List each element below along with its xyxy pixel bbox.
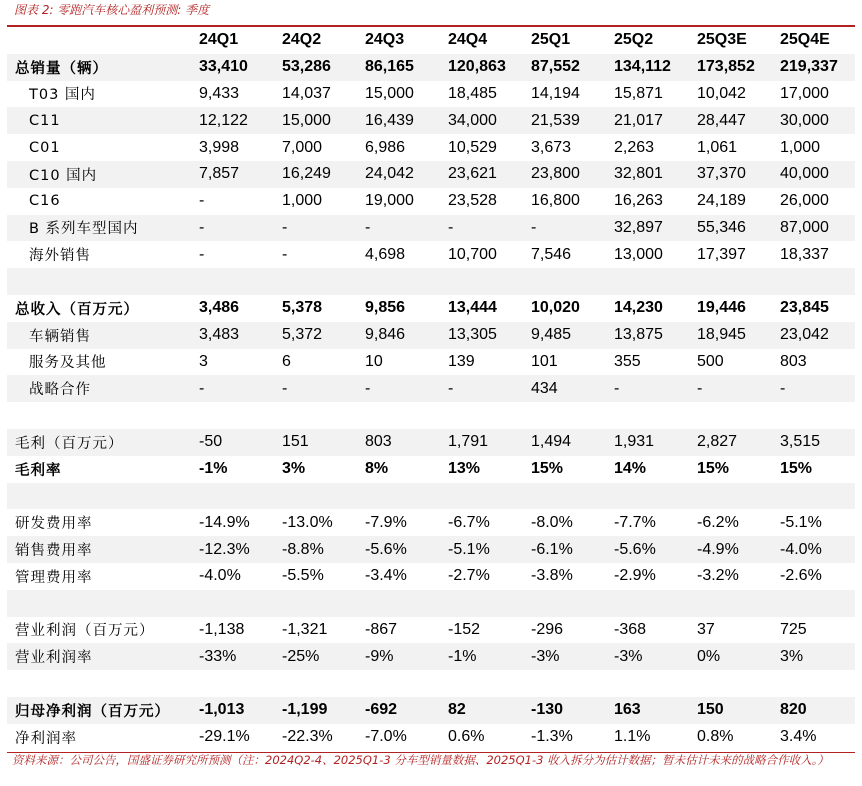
value-cell: -8.8% bbox=[274, 536, 357, 563]
value-cell: 151 bbox=[274, 429, 357, 456]
value-cell bbox=[357, 590, 440, 617]
table-row bbox=[7, 590, 855, 617]
value-cell bbox=[689, 670, 772, 697]
value-cell: -22.3% bbox=[282, 728, 333, 746]
value-cell: 23,042 bbox=[772, 322, 855, 349]
value-cell: -6.7% bbox=[448, 513, 490, 531]
value-cell: 5,378 bbox=[282, 299, 323, 317]
value-cell: 23,845 bbox=[780, 299, 829, 317]
value-cell: 6,986 bbox=[365, 138, 406, 156]
value-cell bbox=[274, 483, 357, 510]
value-cell bbox=[191, 590, 274, 617]
value-cell: 15% bbox=[780, 460, 813, 478]
value-cell: 16,800 bbox=[531, 192, 580, 210]
row-label: 总收入（百万元） bbox=[15, 301, 139, 318]
value-cell: -7.0% bbox=[365, 728, 407, 746]
value-cell bbox=[191, 268, 274, 295]
value-cell: -4.0% bbox=[199, 567, 241, 585]
value-cell: -2.7% bbox=[448, 567, 490, 585]
value-cell: 1,931 bbox=[606, 429, 689, 456]
value-cell bbox=[357, 402, 440, 429]
table-row bbox=[7, 81, 855, 108]
value-cell bbox=[772, 483, 855, 510]
table-row bbox=[7, 375, 855, 402]
value-cell bbox=[523, 483, 606, 510]
value-cell: 30,000 bbox=[772, 107, 855, 134]
value-cell: 28,447 bbox=[689, 107, 772, 134]
row-label: T03 国内 bbox=[29, 87, 96, 104]
value-cell: 40,000 bbox=[772, 161, 855, 188]
value-cell bbox=[440, 268, 523, 295]
value-cell: -692 bbox=[357, 697, 440, 724]
value-cell: 24,042 bbox=[357, 161, 440, 188]
value-cell: - bbox=[440, 215, 523, 242]
value-cell: 19,446 bbox=[697, 299, 746, 317]
table-row bbox=[7, 509, 855, 536]
value-cell: 3,673 bbox=[531, 138, 572, 156]
value-cell: -12.3% bbox=[191, 536, 274, 563]
value-cell: 3% bbox=[282, 460, 306, 478]
value-cell bbox=[274, 590, 357, 617]
value-cell: 120,863 bbox=[440, 54, 523, 81]
value-cell: - bbox=[523, 215, 606, 242]
value-cell: 1,494 bbox=[523, 429, 606, 456]
value-cell: 3,998 bbox=[199, 138, 240, 156]
value-cell bbox=[523, 590, 606, 617]
value-cell bbox=[523, 402, 606, 429]
value-cell bbox=[606, 268, 689, 295]
row-label: 研发费用率 bbox=[15, 516, 93, 533]
row-label: 毛利（百万元） bbox=[7, 429, 191, 456]
header-row bbox=[7, 27, 855, 54]
value-cell: 17,397 bbox=[697, 245, 746, 263]
value-cell: 500 bbox=[697, 352, 724, 370]
value-cell bbox=[357, 268, 440, 295]
header-cell: 24Q1 bbox=[199, 31, 239, 49]
row-label bbox=[7, 402, 191, 429]
value-cell: 7,000 bbox=[282, 138, 323, 156]
value-cell: 10,529 bbox=[448, 138, 497, 156]
value-cell bbox=[440, 590, 523, 617]
value-cell: -130 bbox=[523, 697, 606, 724]
value-cell: 6 bbox=[282, 352, 291, 370]
value-cell: 15% bbox=[697, 460, 730, 478]
value-cell: -1,199 bbox=[274, 697, 357, 724]
value-cell: 34,000 bbox=[440, 107, 523, 134]
header-cell: 24Q2 bbox=[282, 31, 322, 49]
row-label: 归母净利润（百万元） bbox=[7, 697, 191, 724]
row-label: C10 国内 bbox=[7, 161, 191, 188]
value-cell: -6.2% bbox=[697, 513, 739, 531]
value-cell: -867 bbox=[365, 620, 398, 638]
value-cell bbox=[689, 590, 772, 617]
row-label: 战略合作 bbox=[7, 375, 191, 402]
value-cell: -5.6% bbox=[606, 536, 689, 563]
value-cell: -3.2% bbox=[697, 567, 739, 585]
row-label: C11 bbox=[7, 107, 191, 134]
value-cell: 1,061 bbox=[697, 138, 738, 156]
row-label: 海外销售 bbox=[29, 248, 91, 265]
value-cell: 355 bbox=[614, 352, 641, 370]
value-cell: 219,337 bbox=[772, 54, 855, 81]
value-cell: -1% bbox=[199, 460, 228, 478]
value-cell: 1,791 bbox=[440, 429, 523, 456]
row-label: 营业利润率 bbox=[7, 643, 191, 670]
value-cell bbox=[689, 402, 772, 429]
value-cell: 101 bbox=[531, 352, 558, 370]
value-cell: 87,552 bbox=[523, 54, 606, 81]
table-row bbox=[7, 134, 855, 161]
value-cell: -7.9% bbox=[365, 513, 407, 531]
header-cell: 24Q4 bbox=[448, 31, 488, 49]
header-cell bbox=[7, 27, 191, 54]
value-cell: 1.1% bbox=[614, 728, 651, 746]
value-cell: 3% bbox=[772, 643, 855, 670]
row-label bbox=[7, 670, 191, 697]
value-cell: 23,800 bbox=[523, 161, 606, 188]
value-cell: 9,856 bbox=[365, 299, 406, 317]
row-label: 净利润率 bbox=[15, 730, 77, 747]
value-cell: 18,485 bbox=[448, 84, 497, 102]
row-label: 营业利润（百万元） bbox=[15, 623, 155, 640]
value-cell: 7,546 bbox=[531, 245, 572, 263]
value-cell: 21,539 bbox=[523, 107, 606, 134]
value-cell: 16,249 bbox=[274, 161, 357, 188]
table-row bbox=[7, 402, 855, 429]
value-cell: -8.0% bbox=[531, 513, 573, 531]
table-row bbox=[7, 563, 855, 590]
value-cell: -368 bbox=[614, 620, 647, 638]
value-cell: 9,485 bbox=[523, 322, 606, 349]
value-cell: 0.8% bbox=[697, 728, 734, 746]
value-cell bbox=[772, 670, 855, 697]
value-cell: -4.0% bbox=[772, 536, 855, 563]
value-cell: 14,037 bbox=[282, 84, 331, 102]
row-label: 车辆销售 bbox=[7, 322, 191, 349]
value-cell bbox=[357, 670, 440, 697]
value-cell: -2.9% bbox=[614, 567, 656, 585]
row-label: C01 bbox=[29, 139, 61, 156]
value-cell: -3% bbox=[523, 643, 606, 670]
value-cell: 163 bbox=[606, 697, 689, 724]
value-cell: 3,515 bbox=[772, 429, 855, 456]
table-row bbox=[7, 295, 855, 322]
table-row bbox=[7, 724, 855, 751]
table-row bbox=[7, 107, 855, 134]
value-cell: 803 bbox=[780, 352, 807, 370]
row-label: 总销量（辆） bbox=[7, 54, 191, 81]
value-cell: 3,483 bbox=[191, 322, 274, 349]
value-cell: 15,871 bbox=[614, 84, 663, 102]
value-cell: 16,263 bbox=[614, 192, 663, 210]
table-row bbox=[7, 268, 855, 295]
row-label bbox=[7, 268, 191, 295]
value-cell: 87,000 bbox=[772, 215, 855, 242]
value-cell: 13% bbox=[448, 460, 481, 478]
header-cell: 24Q3 bbox=[365, 31, 405, 49]
value-cell: -33% bbox=[191, 643, 274, 670]
value-cell: 86,165 bbox=[357, 54, 440, 81]
value-cell: - bbox=[606, 375, 689, 402]
value-cell: - bbox=[199, 245, 205, 263]
value-cell: -4.9% bbox=[689, 536, 772, 563]
value-cell: 3 bbox=[199, 352, 208, 370]
value-cell: - bbox=[689, 375, 772, 402]
value-cell: -3.8% bbox=[531, 567, 573, 585]
value-cell: 173,852 bbox=[689, 54, 772, 81]
value-cell: 7,857 bbox=[191, 161, 274, 188]
value-cell: - bbox=[772, 375, 855, 402]
value-cell: -3.4% bbox=[365, 567, 407, 585]
value-cell: 15,000 bbox=[365, 84, 414, 102]
value-cell: -7.7% bbox=[614, 513, 656, 531]
value-cell: 0.6% bbox=[448, 728, 485, 746]
value-cell: 15% bbox=[531, 460, 564, 478]
table-row bbox=[7, 483, 855, 510]
value-cell: 32,801 bbox=[606, 161, 689, 188]
header-cell: 25Q4E bbox=[780, 31, 830, 49]
table-row bbox=[7, 536, 855, 563]
value-cell: 10 bbox=[365, 352, 383, 370]
value-cell: 18,945 bbox=[689, 322, 772, 349]
value-cell bbox=[772, 268, 855, 295]
table-row bbox=[7, 161, 855, 188]
value-cell bbox=[274, 670, 357, 697]
value-cell: - bbox=[440, 375, 523, 402]
value-cell: 13,000 bbox=[614, 245, 663, 263]
value-cell: 1,000 bbox=[282, 192, 323, 210]
value-cell bbox=[357, 483, 440, 510]
value-cell: 23,621 bbox=[440, 161, 523, 188]
value-cell bbox=[274, 402, 357, 429]
value-cell: 4,698 bbox=[365, 245, 406, 263]
value-cell bbox=[191, 670, 274, 697]
value-cell bbox=[191, 402, 274, 429]
value-cell: 139 bbox=[448, 352, 475, 370]
value-cell: 13,305 bbox=[440, 322, 523, 349]
value-cell: -5.1% bbox=[440, 536, 523, 563]
value-cell bbox=[523, 268, 606, 295]
value-cell: -5.6% bbox=[357, 536, 440, 563]
value-cell: -1,321 bbox=[282, 620, 328, 638]
value-cell bbox=[606, 402, 689, 429]
table-row bbox=[7, 697, 855, 724]
table-row bbox=[7, 54, 855, 81]
value-cell: - bbox=[191, 215, 274, 242]
value-cell: -25% bbox=[274, 643, 357, 670]
header-cell: 25Q3E bbox=[697, 31, 747, 49]
value-cell: - bbox=[191, 375, 274, 402]
value-cell: 37,370 bbox=[689, 161, 772, 188]
value-cell: -6.1% bbox=[523, 536, 606, 563]
table-row bbox=[7, 643, 855, 670]
value-cell bbox=[606, 670, 689, 697]
value-cell: 13,875 bbox=[606, 322, 689, 349]
value-cell: -5.1% bbox=[780, 513, 822, 531]
value-cell: - bbox=[357, 215, 440, 242]
header-cell: 25Q2 bbox=[614, 31, 654, 49]
row-label: 管理费用率 bbox=[15, 569, 93, 586]
value-cell: -5.5% bbox=[282, 567, 324, 585]
value-cell: -9% bbox=[357, 643, 440, 670]
value-cell: 10,700 bbox=[448, 245, 497, 263]
value-cell: 2,263 bbox=[614, 138, 655, 156]
value-cell: 14,194 bbox=[531, 84, 580, 102]
table-row bbox=[7, 215, 855, 242]
value-cell bbox=[523, 670, 606, 697]
value-cell: 803 bbox=[357, 429, 440, 456]
value-cell: 8% bbox=[365, 460, 389, 478]
table-row bbox=[7, 241, 855, 268]
value-cell: -2.6% bbox=[780, 567, 822, 585]
value-cell: 725 bbox=[780, 620, 807, 638]
table-row bbox=[7, 429, 855, 456]
value-cell bbox=[274, 268, 357, 295]
value-cell: 17,000 bbox=[780, 84, 829, 102]
row-label: 销售费用率 bbox=[7, 536, 191, 563]
row-label bbox=[7, 483, 191, 510]
value-cell: -296 bbox=[531, 620, 564, 638]
value-cell: 24,189 bbox=[697, 192, 746, 210]
value-cell: -14.9% bbox=[199, 513, 250, 531]
value-cell: 0% bbox=[689, 643, 772, 670]
row-label: 服务及其他 bbox=[29, 355, 107, 372]
value-cell: 10,020 bbox=[531, 299, 580, 317]
value-cell: 18,337 bbox=[780, 245, 829, 263]
value-cell: 12,122 bbox=[191, 107, 274, 134]
value-cell: -152 bbox=[448, 620, 481, 638]
value-cell: 16,439 bbox=[357, 107, 440, 134]
value-cell bbox=[689, 268, 772, 295]
forecast-table bbox=[7, 27, 855, 751]
value-cell: 3,486 bbox=[199, 299, 240, 317]
table-row bbox=[7, 322, 855, 349]
value-cell: -1.3% bbox=[531, 728, 573, 746]
value-cell: -1% bbox=[440, 643, 523, 670]
value-cell: 9,846 bbox=[357, 322, 440, 349]
value-cell: 26,000 bbox=[780, 192, 829, 210]
source-note: 资料来源：公司公告，国盛证券研究所预测（注：2024Q2-4、2025Q1-3 分车型销量数据、2025Q1-3 收入拆分为估计数据；暂未估计未来的战略合作收入。） bbox=[12, 753, 829, 767]
value-cell: 10,042 bbox=[697, 84, 746, 102]
header-cell: 25Q1 bbox=[531, 31, 571, 49]
value-cell: 19,000 bbox=[365, 192, 414, 210]
value-cell: 37 bbox=[697, 620, 715, 638]
value-cell: 55,346 bbox=[689, 215, 772, 242]
row-label: C16 bbox=[29, 193, 61, 210]
value-cell: - bbox=[274, 375, 357, 402]
value-cell: 820 bbox=[772, 697, 855, 724]
value-cell bbox=[440, 402, 523, 429]
table-row bbox=[7, 349, 855, 376]
value-cell: 82 bbox=[440, 697, 523, 724]
value-cell: 53,286 bbox=[274, 54, 357, 81]
value-cell bbox=[689, 483, 772, 510]
value-cell: 21,017 bbox=[606, 107, 689, 134]
value-cell: 1,000 bbox=[780, 138, 821, 156]
table-row bbox=[7, 456, 855, 483]
value-cell: - bbox=[282, 245, 288, 263]
value-cell: 15,000 bbox=[274, 107, 357, 134]
value-cell: 9,433 bbox=[199, 84, 240, 102]
value-cell: 32,897 bbox=[606, 215, 689, 242]
row-label: B 系列车型国内 bbox=[7, 215, 191, 242]
table-row bbox=[7, 617, 855, 644]
value-cell bbox=[440, 483, 523, 510]
value-cell: -1,013 bbox=[191, 697, 274, 724]
value-cell: -50 bbox=[191, 429, 274, 456]
value-cell: 14% bbox=[614, 460, 647, 478]
value-cell: 150 bbox=[689, 697, 772, 724]
value-cell: - bbox=[199, 192, 205, 210]
value-cell: -3% bbox=[606, 643, 689, 670]
value-cell bbox=[606, 483, 689, 510]
value-cell bbox=[440, 670, 523, 697]
value-cell: -29.1% bbox=[199, 728, 250, 746]
value-cell: 3.4% bbox=[780, 728, 817, 746]
value-cell bbox=[772, 402, 855, 429]
value-cell: - bbox=[357, 375, 440, 402]
row-label bbox=[7, 590, 191, 617]
value-cell: 434 bbox=[523, 375, 606, 402]
value-cell: 23,528 bbox=[448, 192, 497, 210]
value-cell: 14,230 bbox=[614, 299, 663, 317]
value-cell: 33,410 bbox=[191, 54, 274, 81]
table-row bbox=[7, 188, 855, 215]
value-cell: 13,444 bbox=[448, 299, 497, 317]
row-label: 毛利率 bbox=[15, 462, 62, 479]
table-row bbox=[7, 670, 855, 697]
value-cell: -13.0% bbox=[282, 513, 333, 531]
value-cell: 5,372 bbox=[274, 322, 357, 349]
value-cell: -1,138 bbox=[199, 620, 245, 638]
value-cell: 2,827 bbox=[689, 429, 772, 456]
value-cell bbox=[191, 483, 274, 510]
value-cell: 134,112 bbox=[606, 54, 689, 81]
figure-caption: 图表 2: 零跑汽车核心盈利预测: 季度 bbox=[14, 3, 210, 17]
value-cell bbox=[772, 590, 855, 617]
value-cell: - bbox=[274, 215, 357, 242]
value-cell bbox=[606, 590, 689, 617]
